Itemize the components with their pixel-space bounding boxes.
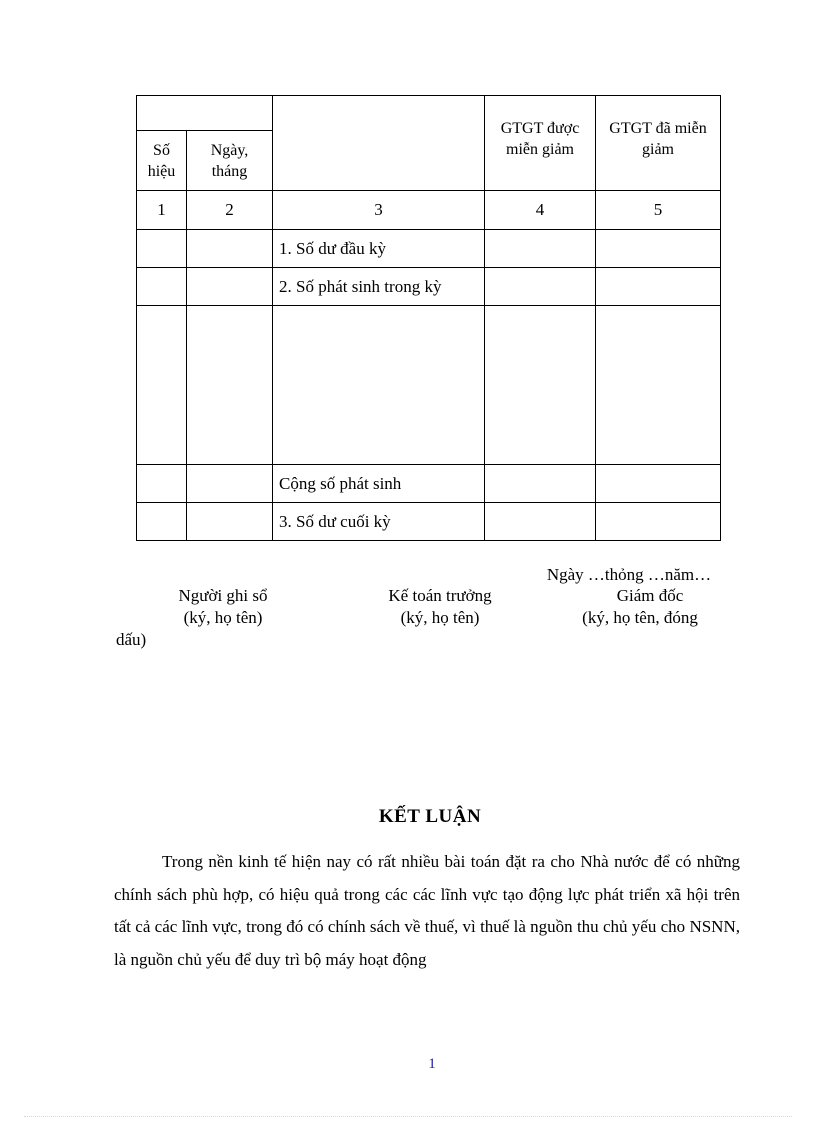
table-row-blank xyxy=(137,306,721,465)
table-row xyxy=(137,268,721,306)
column-number: 4 xyxy=(485,191,596,230)
chief-accountant-note: (ký, họ tên) xyxy=(400,608,480,627)
chief-accountant-title: Kế toán trưởng xyxy=(388,586,492,605)
page-number: 1 xyxy=(428,1056,436,1072)
footer-divider xyxy=(24,1116,792,1117)
header-description-cell xyxy=(273,96,485,191)
recorder-title: Người ghi sổ xyxy=(178,586,268,605)
director-title: Giám đốc xyxy=(616,586,684,605)
director-note-continued: dấu) xyxy=(116,630,147,649)
column-number: 2 xyxy=(187,191,273,230)
row-opening-balance: 1. Số dư đầu kỳ xyxy=(273,230,485,268)
table-row xyxy=(137,230,721,268)
column-number: 5 xyxy=(596,191,721,230)
header-col5: GTGT đã miễn giảm xyxy=(596,96,721,191)
header-col4: GTGT được miễn giảm xyxy=(485,96,596,191)
conclusion-paragraph: Trong nền kinh tế hiện nay có rất nhiều bài toán đặt ra cho Nhà nước để có những chính sách phù hợp, có hiệu quả trong các các lĩnh vực tạo động lực phát triển xã hội trên tất cả các lĩnh vực, trong đó có chính sách về thuế, vì thuế là nguồn thu chủ yếu cho NSNN, là nguồn chủ yếu để duy trì bộ máy hoạt động xyxy=(114,852,740,969)
header-group-cell xyxy=(137,96,273,131)
director-note: (ký, họ tên, đóng xyxy=(582,608,698,627)
date-line: Ngày …thỏng …năm… xyxy=(546,565,712,584)
row-closing-balance: 3. Số dư cuối kỳ xyxy=(273,503,485,541)
conclusion-title: KẾT LUẬN xyxy=(378,806,482,827)
column-number-row xyxy=(137,191,721,230)
recorder-note: (ký, họ tên) xyxy=(183,608,263,627)
header-ngay-thang: Ngày, tháng xyxy=(187,131,273,191)
header-so-hieu: Số hiệu xyxy=(137,131,187,191)
row-arising: 2. Số phát sinh trong kỳ xyxy=(273,268,485,306)
ledger-table xyxy=(136,95,721,541)
table-row xyxy=(137,465,721,503)
table-row xyxy=(137,503,721,541)
column-number: 3 xyxy=(273,191,485,230)
column-number: 1 xyxy=(137,191,187,230)
row-total-arising: Cộng số phát sinh xyxy=(273,465,485,503)
